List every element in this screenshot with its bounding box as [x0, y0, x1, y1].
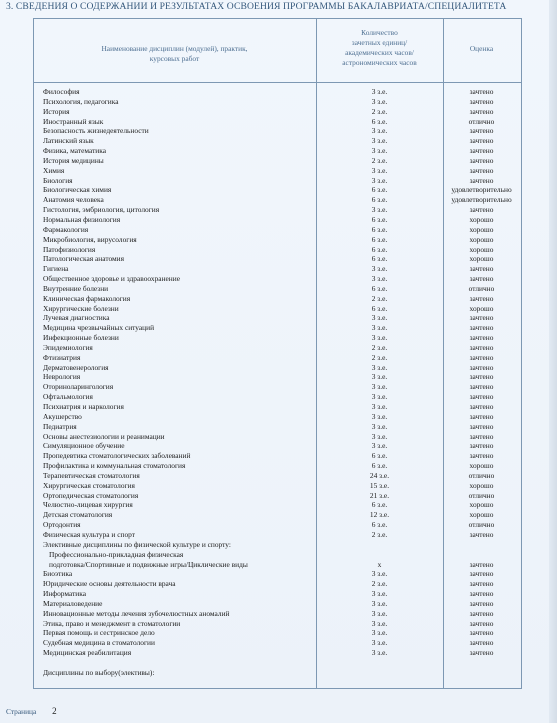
- table-row: [33, 392, 520, 402]
- discipline-grade: хорошо: [469, 510, 494, 520]
- discipline-name: Клиническая фармакология: [43, 293, 131, 303]
- discipline-grade: отлично: [468, 283, 495, 293]
- discipline-name: Безопасность жизнедеятельности: [43, 126, 149, 136]
- discipline-grade: удовлетворительно: [451, 185, 512, 195]
- discipline-name: Симуляционное обучение: [43, 441, 125, 451]
- table-row: [33, 628, 520, 638]
- table-row: [33, 461, 520, 471]
- discipline-grade: зачтено: [469, 411, 494, 421]
- discipline-credits: 3 з.е.: [371, 431, 388, 441]
- discipline-name: Челюстно-лицевая хирургия: [43, 500, 133, 510]
- discipline-grade: зачтено: [469, 352, 494, 362]
- discipline-grade: зачтено: [469, 451, 494, 461]
- discipline-grade: хорошо: [469, 303, 494, 313]
- discipline-name: Инфекционные болезни: [43, 333, 119, 343]
- discipline-credits: 3 з.е.: [371, 146, 388, 156]
- discipline-credits: 21 з.е.: [369, 490, 390, 500]
- table-row: [33, 609, 520, 619]
- discipline-grade: зачтено: [469, 608, 494, 618]
- disciplines-list: [33, 87, 520, 678]
- table-row: [33, 638, 520, 648]
- discipline-credits: 3 з.е.: [371, 362, 388, 372]
- discipline-grade: зачтено: [469, 392, 494, 402]
- table-row: [33, 117, 520, 127]
- discipline-credits: 3 з.е.: [371, 96, 388, 106]
- discipline-name: Неврология: [43, 372, 81, 382]
- discipline-credits: 2 з.е.: [371, 352, 388, 362]
- discipline-credits: 3 з.е.: [371, 87, 388, 96]
- discipline-credits: 3 з.е.: [371, 608, 388, 618]
- discipline-name: Латинский язык: [43, 136, 94, 146]
- header-discipline-line-2: курсовых работ: [149, 54, 200, 63]
- header-credits-line-4: астрономических часов: [342, 58, 417, 67]
- discipline-name: Лучевая диагностика: [43, 313, 110, 323]
- discipline-name: Внутренние болезни: [43, 283, 109, 293]
- table-row: [33, 304, 520, 314]
- header-grade: Оценка: [469, 44, 494, 53]
- table-row: [33, 530, 520, 540]
- table-row: [33, 471, 520, 481]
- discipline-credits: 6 з.е.: [371, 451, 388, 461]
- discipline-name: Патологическая анатомия: [43, 254, 125, 264]
- discipline-name: Профессионально-прикладная физическая: [49, 549, 184, 559]
- discipline-credits: 6 з.е.: [371, 224, 388, 234]
- discipline-credits: 3 з.е.: [371, 628, 388, 638]
- table-row: [33, 107, 520, 117]
- discipline-name: Философия: [43, 87, 80, 96]
- discipline-credits: 6 з.е.: [371, 520, 388, 530]
- table-row: [33, 245, 520, 255]
- discipline-grade: хорошо: [469, 234, 494, 244]
- discipline-grade: отлично: [468, 520, 495, 530]
- discipline-grade: зачтено: [469, 638, 494, 648]
- discipline-name: Офтальмология: [43, 392, 93, 402]
- discipline-name: Гистология, эмбриология, цитология: [43, 205, 160, 215]
- table-row: [33, 294, 520, 304]
- table-row: [33, 254, 520, 264]
- table-row: [33, 658, 520, 668]
- discipline-credits: 3 з.е.: [371, 421, 388, 431]
- table-row: [33, 491, 520, 501]
- discipline-grade: хорошо: [469, 224, 494, 234]
- table-row: [33, 97, 520, 107]
- discipline-grade: зачтено: [469, 431, 494, 441]
- table-row: [33, 422, 520, 432]
- discipline-name: Терапевтическая стоматология: [43, 470, 140, 480]
- discipline-grade: зачтено: [469, 648, 494, 658]
- discipline-name: Профилактика и коммунальная стоматология: [43, 461, 186, 471]
- table-row: [33, 185, 520, 195]
- discipline-grade: зачтено: [469, 402, 494, 411]
- page-edge-shadow: [549, 0, 557, 723]
- discipline-credits: 3 з.е.: [371, 382, 388, 392]
- discipline-credits: 3 з.е.: [371, 136, 388, 146]
- discipline-grade: зачтено: [469, 628, 494, 638]
- table-row: [33, 481, 520, 491]
- table-row: [33, 550, 520, 560]
- table-row: [33, 146, 520, 156]
- discipline-name: Этика, право и менеджмент в стоматологии: [43, 618, 181, 628]
- discipline-credits: 6 з.е.: [371, 185, 388, 195]
- discipline-credits: 3 з.е.: [371, 411, 388, 421]
- table-row: [33, 274, 520, 284]
- discipline-grade: зачтено: [469, 264, 494, 274]
- header-discipline: [33, 44, 316, 64]
- discipline-credits: 15 з.е.: [369, 480, 390, 490]
- discipline-credits: 3 з.е.: [371, 598, 388, 608]
- discipline-credits: 2 з.е.: [371, 106, 388, 116]
- table-row: [33, 353, 520, 363]
- discipline-name: Элективные дисциплины по физической культуре и спорту:: [43, 539, 231, 549]
- discipline-credits: 3 з.е.: [371, 569, 388, 579]
- discipline-grade: зачтено: [469, 559, 494, 569]
- table-row: [33, 599, 520, 609]
- discipline-grade: зачтено: [469, 96, 494, 106]
- table-row: [33, 313, 520, 323]
- discipline-credits: 6 з.е.: [371, 500, 388, 510]
- discipline-name: Судебная медицина в стоматологии: [43, 638, 155, 648]
- discipline-grade: зачтено: [469, 579, 494, 589]
- discipline-name: Хирургическая стоматология: [43, 480, 135, 490]
- discipline-name: Фармакология: [43, 224, 89, 234]
- table-row: [33, 569, 520, 579]
- discipline-name: Химия: [43, 165, 65, 175]
- discipline-grade: зачтено: [469, 293, 494, 303]
- table-row: [33, 235, 520, 245]
- discipline-grade: хорошо: [469, 500, 494, 510]
- discipline-credits: 3 з.е.: [371, 638, 388, 648]
- section-title: 3. СВЕДЕНИЯ О СОДЕРЖАНИИ И РЕЗУЛЬТАТАХ ОСВОЕНИЯ ПРОГРАММЫ БАКАЛАВРИАТА/СПЕЦИАЛИТЕТА: [6, 1, 507, 12]
- table-row: [33, 451, 520, 461]
- discipline-grade: зачтено: [469, 126, 494, 136]
- discipline-name: Хирургические болезни: [43, 303, 119, 313]
- discipline-name: Общественное здоровье и здравоохранение: [43, 274, 181, 284]
- discipline-credits: 3 з.е.: [371, 402, 388, 411]
- discipline-credits: 3 з.е.: [371, 392, 388, 402]
- discipline-grade: зачтено: [469, 136, 494, 146]
- table-row: [33, 402, 520, 412]
- discipline-credits: 3 з.е.: [371, 589, 388, 599]
- discipline-grade: зачтено: [469, 342, 494, 352]
- discipline-grade: отлично: [468, 490, 495, 500]
- discipline-grade: зачтено: [469, 598, 494, 608]
- discipline-credits: 2 з.е.: [371, 529, 388, 539]
- table-row: [33, 520, 520, 530]
- discipline-name: подготовка/Спортивные и подвижные игры/Циклические виды: [49, 559, 248, 569]
- discipline-credits: 6 з.е.: [371, 461, 388, 471]
- discipline-name: Биоэтика: [43, 569, 73, 579]
- discipline-name: Нормальная физиология: [43, 214, 121, 224]
- discipline-grade: зачтено: [469, 333, 494, 343]
- table-row: [33, 195, 520, 205]
- table-row: [33, 126, 520, 136]
- table-row: [33, 560, 520, 570]
- discipline-credits: 6 з.е.: [371, 303, 388, 313]
- discipline-credits: 3 з.е.: [371, 175, 388, 185]
- discipline-grade: зачтено: [469, 106, 494, 116]
- table-row: [33, 176, 520, 186]
- discipline-grade: зачтено: [469, 589, 494, 599]
- discipline-name: История медицины: [43, 155, 104, 165]
- discipline-name: Иностранный язык: [43, 116, 104, 126]
- discipline-name: Первая помощь и сестринское дело: [43, 628, 155, 638]
- discipline-credits: 3 з.е.: [371, 264, 388, 274]
- discipline-grade: зачтено: [469, 323, 494, 333]
- discipline-name: История: [43, 106, 70, 116]
- discipline-grade: зачтено: [469, 146, 494, 156]
- discipline-credits: 3 з.е.: [371, 648, 388, 658]
- discipline-name: Информатика: [43, 589, 87, 599]
- discipline-grade: зачтено: [469, 441, 494, 451]
- page-footer: [6, 706, 57, 716]
- discipline-credits: 6 з.е.: [371, 254, 388, 264]
- discipline-name: Анатомия человека: [43, 195, 104, 205]
- discipline-name: Эпидемиология: [43, 342, 93, 352]
- table-row: [33, 215, 520, 225]
- header-credits-line-3: академических часов/: [345, 48, 414, 57]
- discipline-name: Биология: [43, 175, 73, 185]
- header-credits-line-2: зачетных единиц/: [351, 38, 408, 47]
- table-row: [33, 136, 520, 146]
- discipline-name: Акушерство: [43, 411, 82, 421]
- discipline-credits: 3 з.е.: [371, 205, 388, 215]
- table-row: [33, 225, 520, 235]
- header-credits-line-1: Количество: [361, 28, 398, 37]
- discipline-grade: хорошо: [469, 244, 494, 254]
- discipline-grade: зачтено: [469, 362, 494, 372]
- discipline-grade: зачтено: [469, 372, 494, 382]
- discipline-credits: 6 з.е.: [371, 195, 388, 205]
- table-row: [33, 619, 520, 629]
- discipline-credits: 2 з.е.: [371, 579, 388, 589]
- discipline-name: Ортодонтия: [43, 520, 81, 530]
- discipline-name: Инновационные методы лечения зубочелюстных аномалий: [43, 608, 230, 618]
- discipline-name: Гигиена: [43, 264, 69, 274]
- table-row: [33, 87, 520, 97]
- discipline-grade: зачтено: [469, 87, 494, 96]
- page-label: Страница: [6, 707, 37, 716]
- discipline-name: Психология, педагогика: [43, 96, 119, 106]
- page-number: 2: [52, 706, 57, 716]
- discipline-credits: 6 з.е.: [371, 214, 388, 224]
- table-row: [33, 648, 520, 658]
- discipline-credits: 3 з.е.: [371, 274, 388, 284]
- table-row: [33, 441, 520, 451]
- table-row: [33, 540, 520, 550]
- discipline-credits: 6 з.е.: [371, 244, 388, 254]
- discipline-grade: хорошо: [469, 214, 494, 224]
- discipline-grade: хорошо: [469, 254, 494, 264]
- table-row: [33, 412, 520, 422]
- discipline-grade: удовлетворительно: [451, 195, 512, 205]
- discipline-credits: 3 з.е.: [371, 323, 388, 333]
- discipline-grade: зачтено: [469, 155, 494, 165]
- table-row: [33, 500, 520, 510]
- table-row: [33, 432, 520, 442]
- discipline-grade: зачтено: [469, 618, 494, 628]
- discipline-grade: зачтено: [469, 165, 494, 175]
- discipline-name: Материаловедение: [43, 598, 103, 608]
- discipline-credits: 6 з.е.: [371, 283, 388, 293]
- discipline-grade: зачтено: [469, 421, 494, 431]
- discipline-credits: 2 з.е.: [371, 293, 388, 303]
- table-row: [33, 205, 520, 215]
- header-discipline-line-1: Наименование дисциплин (модулей), практик,: [101, 44, 248, 53]
- discipline-grade: зачтено: [469, 382, 494, 392]
- discipline-grade: зачтено: [469, 529, 494, 539]
- table-row: [33, 333, 520, 343]
- table-row: [33, 589, 520, 599]
- discipline-name: Дерматовенерология: [43, 362, 109, 372]
- discipline-grade: хорошо: [469, 480, 494, 490]
- discipline-name: Медицина чрезвычайных ситуаций: [43, 323, 155, 333]
- discipline-name: Пропедевтика стоматологических заболеваний: [43, 451, 191, 461]
- discipline-name: Оториноларингология: [43, 382, 114, 392]
- table-row: [33, 264, 520, 274]
- table-row: [33, 156, 520, 166]
- discipline-credits: 24 з.е.: [369, 470, 390, 480]
- discipline-credits: 3 з.е.: [371, 313, 388, 323]
- table-row: [33, 382, 520, 392]
- discipline-credits: 3 з.е.: [371, 165, 388, 175]
- discipline-credits: 3 з.е.: [371, 372, 388, 382]
- table-row: [33, 579, 520, 589]
- table-row: [33, 372, 520, 382]
- table-row: [33, 284, 520, 294]
- discipline-name: Физическая культура и спорт: [43, 529, 135, 539]
- discipline-credits: 2 з.е.: [371, 342, 388, 352]
- discipline-name: Медицинская реабилитация: [43, 648, 132, 658]
- discipline-name: Юридические основы деятельности врача: [43, 579, 176, 589]
- discipline-credits: x: [377, 559, 382, 569]
- table-row: [33, 510, 520, 520]
- discipline-grade: зачтено: [469, 274, 494, 284]
- discipline-credits: 3 з.е.: [371, 618, 388, 628]
- discipline-name: Фтизиатрия: [43, 352, 81, 362]
- discipline-credits: 6 з.е.: [371, 234, 388, 244]
- discipline-credits: 6 з.е.: [371, 116, 388, 126]
- discipline-credits: 12 з.е.: [369, 510, 390, 520]
- header-divider: [33, 82, 521, 83]
- discipline-name: Физика, математика: [43, 146, 107, 156]
- discipline-name: Педиатрия: [43, 421, 77, 431]
- table-row: [33, 323, 520, 333]
- discipline-credits: 3 з.е.: [371, 126, 388, 136]
- discipline-name: Ортопедическая стоматология: [43, 490, 139, 500]
- discipline-name: Биологическая химия: [43, 185, 112, 195]
- discipline-credits: 3 з.е.: [371, 441, 388, 451]
- discipline-grade: зачтено: [469, 205, 494, 215]
- discipline-credits: 2 з.е.: [371, 155, 388, 165]
- discipline-name: Детская стоматология: [43, 510, 113, 520]
- discipline-name: Психиатрия и наркология: [43, 402, 124, 411]
- discipline-name: Основы анестезиологии и реанимации: [43, 431, 165, 441]
- discipline-name: Микробиология, вирусология: [43, 234, 137, 244]
- discipline-credits: 3 з.е.: [371, 333, 388, 343]
- discipline-grade: зачтено: [469, 313, 494, 323]
- discipline-name: Патофизиология: [43, 244, 96, 254]
- table-row: [33, 343, 520, 353]
- header-credits: [316, 28, 443, 68]
- discipline-grade: зачтено: [469, 175, 494, 185]
- discipline-grade: отлично: [468, 116, 495, 126]
- discipline-grade: отлично: [468, 470, 495, 480]
- discipline-grade: хорошо: [469, 461, 494, 471]
- discipline-grade: зачтено: [469, 569, 494, 579]
- table-row: [33, 166, 520, 176]
- discipline-name: Дисциплины по выбору(элективы):: [43, 667, 155, 677]
- table-row: [33, 363, 520, 373]
- table-row: [33, 668, 520, 678]
